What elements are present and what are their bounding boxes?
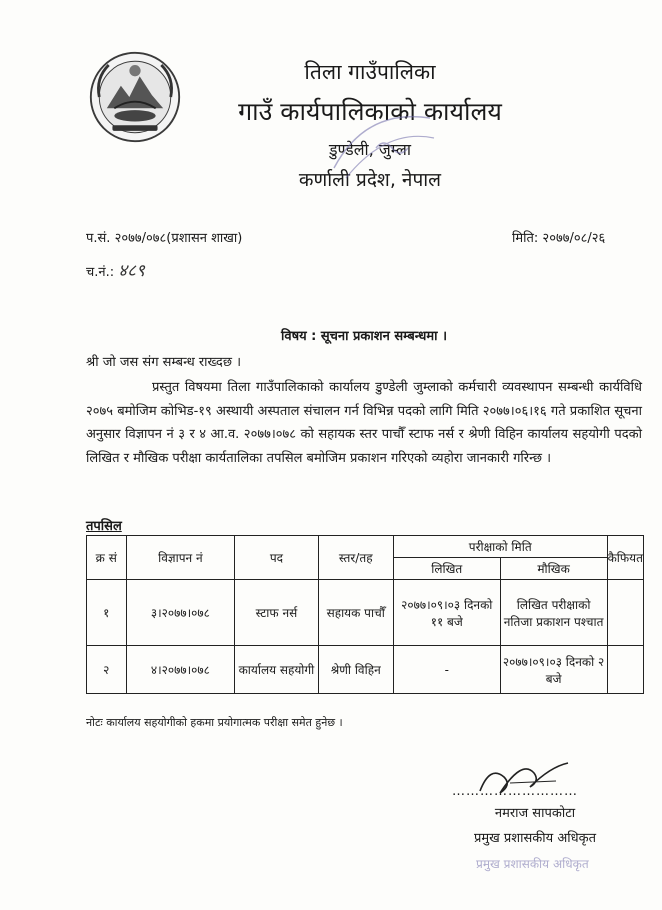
dispatch-value: ४८९ — [118, 261, 145, 281]
header-oral: मौखिक — [500, 558, 607, 580]
header-adv-no: विज्ञापन नं — [126, 536, 235, 580]
office-address: डुण्डेली, जुम्ला — [328, 140, 412, 159]
cell-written: २०७७।०९।०३ दिनको ११ बजे — [393, 580, 500, 646]
cell-written: - — [393, 646, 500, 694]
reference-number: प.सं. २०७७/०७८(प्रशासन शाखा) — [86, 231, 243, 246]
header-level: स्तर/तह — [318, 536, 393, 580]
table-row — [87, 580, 644, 646]
header-exam-date: परीक्षाको मिति — [393, 536, 607, 558]
signatory-name: नमराज सापकोटा — [494, 806, 576, 821]
header-written: लिखित — [393, 558, 500, 580]
cell-oral: लिखित परीक्षाको नतिजा प्रकाशन पश्चात — [500, 580, 607, 646]
cell-remarks — [607, 580, 643, 646]
header-sn: क्र सं — [87, 536, 127, 580]
cell-post: स्टाफ नर्स — [235, 580, 318, 646]
cell-post: कार्यालय सहयोगी — [235, 646, 318, 694]
header-post: पद — [235, 536, 318, 580]
cell-level: सहायक पाचौँ — [318, 580, 393, 646]
cell-oral: २०७७।०९।०३ दिनको २ बजे — [500, 646, 607, 694]
designation-stamp-icon — [474, 851, 604, 875]
cell-sn: २ — [87, 646, 127, 694]
letter-body: प्रस्तुत विषयमा तिला गाउँपालिकाको कार्यालय डुण्डेली जुम्लाको कर्मचारी व्यवस्थापन सम्बन्धी कार्यविधि २०७५ बमोजिम कोभिड-१९ अस्थायी अस्पताल संचालन गर्न विभिन्न पदको लागि मिति २०७७।०६।१६ गते प्रकाशित सूचना अनुसार विज्ञापन नं ३ र ४ आ.व. २०७७।०७८ को सहायक स्तर पाचौँ स्टाफ नर्स र श्रेणी विहिन कार्यालय सहयोगी पदको लिखित र मौखिक परीक्षा कार्यतालिका तपसिल बमोजिम प्रकाशन गरिएको व्यहोरा जानकारी गरिन्छ । — [86, 380, 642, 466]
signatory-title: प्रमुख प्रशासकीय अधिकृत — [473, 831, 597, 846]
letter-subject: विषय : सूचना प्रकाशन सम्बन्धमा । — [280, 329, 447, 344]
dispatch-label: च.नं.: — [86, 265, 115, 280]
designation-stamp-text: प्रमुख प्रशासकीय अधिकृत — [476, 857, 589, 871]
signature-line: ……………………… — [452, 784, 578, 799]
government-emblem-icon — [88, 50, 182, 144]
province-country: कर्णाली प्रदेश, नेपाल — [298, 169, 442, 191]
footnote: नोटः कार्यालय सहयोगीको हकमा प्रयोगात्मक परीक्षा समेत हुनेछ । — [86, 716, 343, 729]
office-name: गाउँ कार्यपालिकाको कार्यालय — [238, 97, 502, 126]
letter-date: मिति: २०७७/०८/२६ — [512, 231, 606, 246]
table-row — [87, 646, 644, 694]
schedule-label: तपसिल — [86, 519, 122, 534]
office-stamp-icon — [326, 108, 438, 188]
letter-salutation: श्री जो जस संग सम्बन्ध राख्दछ । — [86, 355, 242, 370]
cell-remarks — [607, 646, 643, 694]
cell-adv-no: ४।२०७७।०७८ — [126, 646, 235, 694]
exam-schedule-table — [86, 535, 644, 694]
dispatch-number — [86, 258, 145, 281]
header-remarks: कैफियत — [607, 536, 643, 580]
cell-level: श्रेणी विहिन — [318, 646, 393, 694]
municipality-name: तिला गाउँपालिका — [304, 60, 436, 84]
cell-adv-no: ३।२०७७।०७८ — [126, 580, 235, 646]
cell-sn: १ — [87, 580, 127, 646]
